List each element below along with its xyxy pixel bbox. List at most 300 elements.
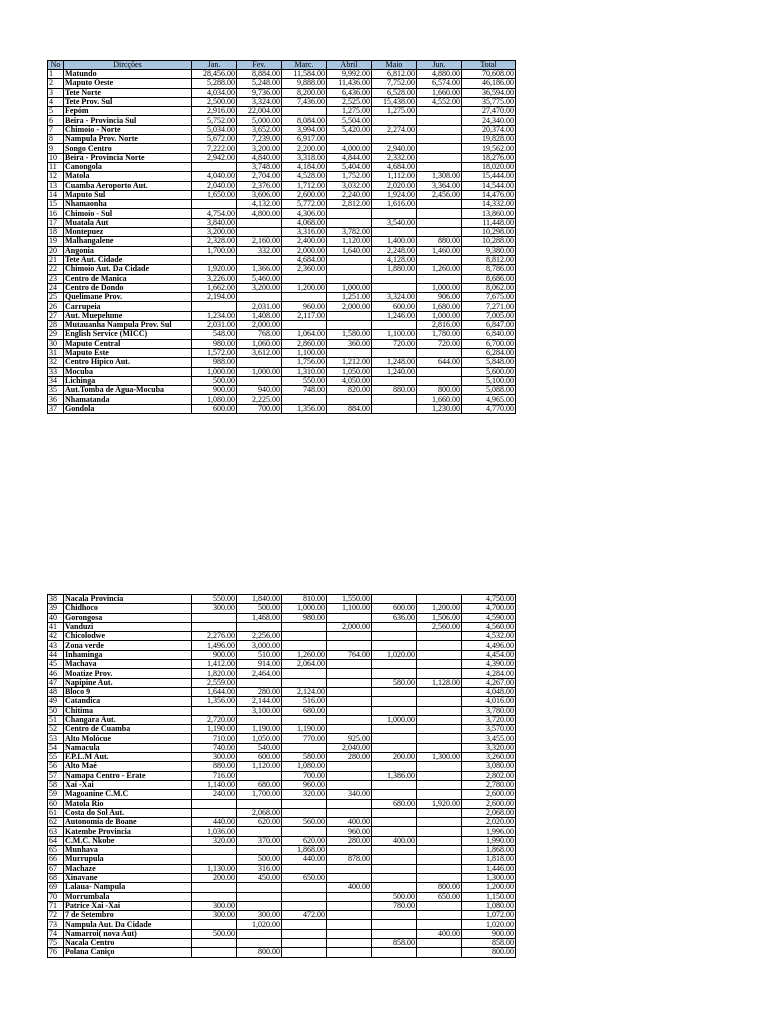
table-row <box>48 358 516 367</box>
month-value: 1,240.00 <box>372 367 417 376</box>
month-value <box>237 358 282 367</box>
table-row <box>48 265 516 274</box>
row-total: 8,812.00 <box>462 255 516 264</box>
month-value: 1,356.00 <box>192 697 237 706</box>
month-value: 2,560.00 <box>417 622 462 631</box>
month-value <box>237 827 282 836</box>
month-value: 7,239.00 <box>237 135 282 144</box>
month-value: 1,840.00 <box>237 595 282 604</box>
month-value <box>237 846 282 855</box>
month-value: 4,306.00 <box>282 209 327 218</box>
month-value: 1,100.00 <box>372 330 417 339</box>
month-value <box>192 706 237 715</box>
month-value: 748.00 <box>282 386 327 395</box>
month-value <box>327 873 372 882</box>
month-value <box>417 901 462 910</box>
month-value <box>282 808 327 817</box>
table-row <box>48 650 516 659</box>
month-value: 2,020.00 <box>372 181 417 190</box>
month-value: 2,068.00 <box>237 808 282 817</box>
table-row <box>48 404 516 413</box>
row-number: 22 <box>48 265 64 274</box>
month-value <box>327 901 372 910</box>
month-value <box>417 948 462 957</box>
row-name: Montepuez <box>64 228 192 237</box>
month-value: 1,000.00 <box>327 283 372 292</box>
month-value: 2,464.00 <box>237 669 282 678</box>
month-value <box>372 855 417 864</box>
month-value <box>282 864 327 873</box>
row-total: 5,600.00 <box>462 367 516 376</box>
month-value: 580.00 <box>372 678 417 687</box>
month-value: 1,260.00 <box>417 265 462 274</box>
month-value: 5,248.00 <box>237 79 282 88</box>
month-value <box>192 162 237 171</box>
contributions-table-part-2 <box>47 594 516 958</box>
month-value: 1,246.00 <box>372 311 417 320</box>
month-value: 1,060.00 <box>237 339 282 348</box>
row-number: 38 <box>48 595 64 604</box>
month-value: 988.00 <box>192 358 237 367</box>
month-value <box>192 938 237 947</box>
month-value: 650.00 <box>417 892 462 901</box>
month-value: 5,000.00 <box>237 116 282 125</box>
row-name: Chitima <box>64 706 192 715</box>
month-value: 1,660.00 <box>417 88 462 97</box>
table-row <box>48 855 516 864</box>
month-value: 3,200.00 <box>237 144 282 153</box>
month-value: 1,248.00 <box>372 358 417 367</box>
table-row <box>48 367 516 376</box>
month-value <box>417 706 462 715</box>
row-number: 52 <box>48 725 64 734</box>
month-value <box>372 873 417 882</box>
row-name: Matola Rio <box>64 799 192 808</box>
row-number: 12 <box>48 172 64 181</box>
table-row <box>48 669 516 678</box>
row-total: 858.00 <box>462 938 516 947</box>
row-number: 31 <box>48 348 64 357</box>
table-row <box>48 386 516 395</box>
month-value: 1,050.00 <box>237 734 282 743</box>
row-total: 4,016.00 <box>462 697 516 706</box>
month-value: 4,000.00 <box>327 144 372 153</box>
month-value <box>327 920 372 929</box>
row-number: 66 <box>48 855 64 864</box>
month-value: 906.00 <box>417 293 462 302</box>
month-value: 1,000.00 <box>372 715 417 724</box>
table-row <box>48 595 516 604</box>
month-value: 280.00 <box>327 836 372 845</box>
row-name: Canongola <box>64 162 192 171</box>
row-name: English Service (MICC) <box>64 330 192 339</box>
row-number: 26 <box>48 302 64 311</box>
row-name: Muatala Aut <box>64 218 192 227</box>
row-name: Xai -Xai <box>64 780 192 789</box>
row-total: 4,590.00 <box>462 613 516 622</box>
month-value <box>417 771 462 780</box>
month-value: 4,132.00 <box>237 200 282 209</box>
month-value: 2,031.00 <box>192 321 237 330</box>
month-value: 2,812.00 <box>327 200 372 209</box>
month-value: 2,000.00 <box>282 246 327 255</box>
month-value: 780.00 <box>372 901 417 910</box>
month-value: 980.00 <box>192 339 237 348</box>
row-number: 69 <box>48 883 64 892</box>
row-name: Mocuba <box>64 367 192 376</box>
month-value: 300.00 <box>192 901 237 910</box>
row-number: 34 <box>48 376 64 385</box>
row-total: 10,298.00 <box>462 228 516 237</box>
row-number: 36 <box>48 395 64 404</box>
month-value: 9,992.00 <box>327 70 372 79</box>
month-value <box>237 255 282 264</box>
month-value <box>417 125 462 134</box>
month-value: 9,888.00 <box>282 79 327 88</box>
month-value: 1,880.00 <box>372 265 417 274</box>
row-number: 27 <box>48 311 64 320</box>
table-row <box>48 846 516 855</box>
month-value <box>282 827 327 836</box>
table-row <box>48 246 516 255</box>
month-value: 580.00 <box>282 753 327 762</box>
month-value <box>417 808 462 817</box>
month-value <box>192 799 237 808</box>
month-value: 2,000.00 <box>327 622 372 631</box>
month-value: 4,684.00 <box>282 255 327 264</box>
row-total: 20,374.00 <box>462 125 516 134</box>
month-value <box>327 715 372 724</box>
row-total: 3,780.00 <box>462 706 516 715</box>
table-row <box>48 255 516 264</box>
table-row <box>48 209 516 218</box>
month-value <box>192 948 237 957</box>
month-value: 4,034.00 <box>192 88 237 97</box>
month-value <box>327 892 372 901</box>
month-value: 710.00 <box>192 734 237 743</box>
month-value: 2,000.00 <box>327 302 372 311</box>
month-value <box>282 920 327 929</box>
month-value: 700.00 <box>237 404 282 413</box>
table-row <box>48 348 516 357</box>
month-value <box>417 348 462 357</box>
table-row <box>48 641 516 650</box>
row-total: 1,150.00 <box>462 892 516 901</box>
month-value <box>327 265 372 274</box>
row-total: 6,840.00 <box>462 330 516 339</box>
month-value <box>327 929 372 938</box>
table-row <box>48 864 516 873</box>
row-number: 53 <box>48 734 64 743</box>
table-row <box>48 911 516 920</box>
month-value <box>417 734 462 743</box>
month-value: 740.00 <box>192 743 237 752</box>
row-number: 60 <box>48 799 64 808</box>
month-value <box>282 948 327 957</box>
month-value <box>327 311 372 320</box>
month-value: 1,662.00 <box>192 283 237 292</box>
row-total: 7,675.00 <box>462 293 516 302</box>
month-value <box>237 771 282 780</box>
table-row <box>48 153 516 162</box>
row-name: Machaze <box>64 864 192 873</box>
month-value <box>192 622 237 631</box>
month-value: 1,400.00 <box>372 237 417 246</box>
table-row <box>48 753 516 762</box>
month-value: 1,650.00 <box>192 190 237 199</box>
table-row <box>48 780 516 789</box>
row-total: 4,267.00 <box>462 678 516 687</box>
month-value: 1,300.00 <box>417 753 462 762</box>
row-name: Centro Hipico Aut. <box>64 358 192 367</box>
row-name: Centro de Dondo <box>64 283 192 292</box>
month-value: 1,212.00 <box>327 358 372 367</box>
month-value <box>237 218 282 227</box>
month-value: 1,000.00 <box>417 311 462 320</box>
row-number: 37 <box>48 404 64 413</box>
month-value: 2,040.00 <box>327 743 372 752</box>
row-total: 2,802.00 <box>462 771 516 780</box>
month-value <box>327 274 372 283</box>
month-value <box>192 883 237 892</box>
month-value: 1,640.00 <box>327 246 372 255</box>
month-value: 2,124.00 <box>282 687 327 696</box>
month-value: 5,460.00 <box>237 274 282 283</box>
row-total: 2,600.00 <box>462 799 516 808</box>
month-value: 2,274.00 <box>372 125 417 134</box>
month-value: 2,040.00 <box>192 181 237 190</box>
header-mar: Marc. <box>282 61 327 70</box>
table-row <box>48 929 516 938</box>
month-value <box>327 780 372 789</box>
row-total: 4,532.00 <box>462 632 516 641</box>
month-value: 4,880.00 <box>417 70 462 79</box>
month-value: 1,100.00 <box>327 604 372 613</box>
row-name: Alto Maé <box>64 762 192 771</box>
row-number: 65 <box>48 846 64 855</box>
row-total: 4,048.00 <box>462 687 516 696</box>
month-value: 900.00 <box>192 650 237 659</box>
month-value: 2,225.00 <box>237 395 282 404</box>
header-no: No <box>48 61 64 70</box>
month-value <box>282 632 327 641</box>
row-name: Gondola <box>64 404 192 413</box>
row-total: 35,775.00 <box>462 97 516 106</box>
row-name: Songo Centro <box>64 144 192 153</box>
month-value: 5,672.00 <box>192 135 237 144</box>
row-name: Murrupula <box>64 855 192 864</box>
table-row <box>48 762 516 771</box>
month-value: 680.00 <box>372 799 417 808</box>
month-value: 1,680.00 <box>417 302 462 311</box>
month-value <box>372 911 417 920</box>
month-value <box>417 641 462 650</box>
month-value: 2,276.00 <box>192 632 237 641</box>
month-value: 5,504.00 <box>327 116 372 125</box>
month-value: 400.00 <box>327 883 372 892</box>
row-number: 18 <box>48 228 64 237</box>
month-value <box>192 808 237 817</box>
table-row <box>48 339 516 348</box>
month-value: 1,412.00 <box>192 660 237 669</box>
month-value <box>282 274 327 283</box>
month-value: 7,222.00 <box>192 144 237 153</box>
month-value: 8,200.00 <box>282 88 327 97</box>
row-name: Malhangalene <box>64 237 192 246</box>
month-value: 200.00 <box>192 873 237 882</box>
month-value: 880.00 <box>372 386 417 395</box>
month-value <box>417 200 462 209</box>
month-value <box>237 228 282 237</box>
row-name: Tete Norte <box>64 88 192 97</box>
row-name: Nhamatanda <box>64 395 192 404</box>
row-name: Gorongosa <box>64 613 192 622</box>
row-name: Chimoio Aut. Da Cidade <box>64 265 192 274</box>
month-value <box>372 706 417 715</box>
table-body-1 <box>48 70 516 414</box>
month-value: 370.00 <box>237 836 282 845</box>
month-value: 550.00 <box>282 376 327 385</box>
month-value: 3,364.00 <box>417 181 462 190</box>
month-value <box>237 376 282 385</box>
month-value: 510.00 <box>237 650 282 659</box>
month-value <box>417 855 462 864</box>
month-value <box>327 771 372 780</box>
header-may: Maio <box>372 61 417 70</box>
month-value: 2,525.00 <box>327 97 372 106</box>
month-value: 925.00 <box>327 734 372 743</box>
row-total: 3,320.00 <box>462 743 516 752</box>
table-row <box>48 311 516 320</box>
month-value: 440.00 <box>192 818 237 827</box>
row-number: 28 <box>48 321 64 330</box>
row-number: 25 <box>48 293 64 302</box>
header-jan: Jan. <box>192 61 237 70</box>
month-value: 644.00 <box>417 358 462 367</box>
row-number: 5 <box>48 107 64 116</box>
month-value: 900.00 <box>192 386 237 395</box>
month-value: 1,310.00 <box>282 367 327 376</box>
row-total: 1,990.00 <box>462 836 516 845</box>
month-value: 1,468.00 <box>237 613 282 622</box>
month-value <box>327 255 372 264</box>
month-value: 1,660.00 <box>417 395 462 404</box>
month-value <box>327 613 372 622</box>
month-value <box>327 348 372 357</box>
month-value: 6,812.00 <box>372 70 417 79</box>
row-name: Munhava <box>64 846 192 855</box>
row-number: 50 <box>48 706 64 715</box>
month-value <box>327 762 372 771</box>
table-row <box>48 321 516 330</box>
month-value <box>192 920 237 929</box>
month-value <box>282 929 327 938</box>
month-value <box>327 660 372 669</box>
month-value: 2,031.00 <box>237 302 282 311</box>
row-total: 24,340.00 <box>462 116 516 125</box>
month-value: 1,020.00 <box>372 650 417 659</box>
row-name: Xinavane <box>64 873 192 882</box>
month-value: 858.00 <box>372 938 417 947</box>
month-value: 5,288.00 <box>192 79 237 88</box>
table-row <box>48 883 516 892</box>
month-value: 2,256.00 <box>237 632 282 641</box>
row-name: Beira - Provincia Sul <box>64 116 192 125</box>
row-number: 39 <box>48 604 64 613</box>
row-number: 70 <box>48 892 64 901</box>
row-total: 14,476.00 <box>462 190 516 199</box>
month-value: 650.00 <box>282 873 327 882</box>
month-value <box>372 395 417 404</box>
row-name: Alto Molócue <box>64 734 192 743</box>
header-row <box>48 61 516 70</box>
month-value <box>417 864 462 873</box>
table-row <box>48 162 516 171</box>
month-value: 6,436.00 <box>327 88 372 97</box>
row-total: 5,100.00 <box>462 376 516 385</box>
row-total: 7,271.00 <box>462 302 516 311</box>
month-value: 5,752.00 <box>192 116 237 125</box>
month-value: 450.00 <box>237 873 282 882</box>
header-jun: Jun. <box>417 61 462 70</box>
month-value <box>327 706 372 715</box>
month-value <box>372 827 417 836</box>
row-name: Nampula Aut. Da Cidade <box>64 920 192 929</box>
row-number: 19 <box>48 237 64 246</box>
month-value: 3,200.00 <box>237 283 282 292</box>
table-row <box>48 107 516 116</box>
month-value: 800.00 <box>417 883 462 892</box>
month-value: 720.00 <box>417 339 462 348</box>
table-row <box>48 706 516 715</box>
month-value: 1,036.00 <box>192 827 237 836</box>
month-value <box>417 743 462 752</box>
month-value <box>282 883 327 892</box>
month-value: 914.00 <box>237 660 282 669</box>
row-number: 10 <box>48 153 64 162</box>
month-value: 540.00 <box>237 743 282 752</box>
month-value <box>372 762 417 771</box>
month-value <box>372 948 417 957</box>
month-value <box>417 367 462 376</box>
month-value: 2,916.00 <box>192 107 237 116</box>
month-value: 2,816.00 <box>417 321 462 330</box>
month-value: 2,064.00 <box>282 660 327 669</box>
month-value <box>327 641 372 650</box>
month-value: 3,000.00 <box>237 641 282 650</box>
header-total: Total <box>462 61 516 70</box>
row-total: 800.00 <box>462 948 516 957</box>
month-value: 768.00 <box>237 330 282 339</box>
row-name: Carrupeia <box>64 302 192 311</box>
month-value: 2,456.00 <box>417 190 462 199</box>
month-value: 3,612.00 <box>237 348 282 357</box>
month-value: 4,800.00 <box>237 209 282 218</box>
month-value: 280.00 <box>327 753 372 762</box>
row-name: Lalaua- Nampula <box>64 883 192 892</box>
row-name: Beira - Provincia Norte <box>64 153 192 162</box>
month-value: 1,756.00 <box>282 358 327 367</box>
month-value: 600.00 <box>237 753 282 762</box>
month-value <box>372 920 417 929</box>
row-number: 46 <box>48 669 64 678</box>
table-row <box>48 818 516 827</box>
month-value <box>237 929 282 938</box>
month-value <box>282 799 327 808</box>
month-value: 2,600.00 <box>282 190 327 199</box>
month-value <box>282 892 327 901</box>
month-value <box>417 255 462 264</box>
